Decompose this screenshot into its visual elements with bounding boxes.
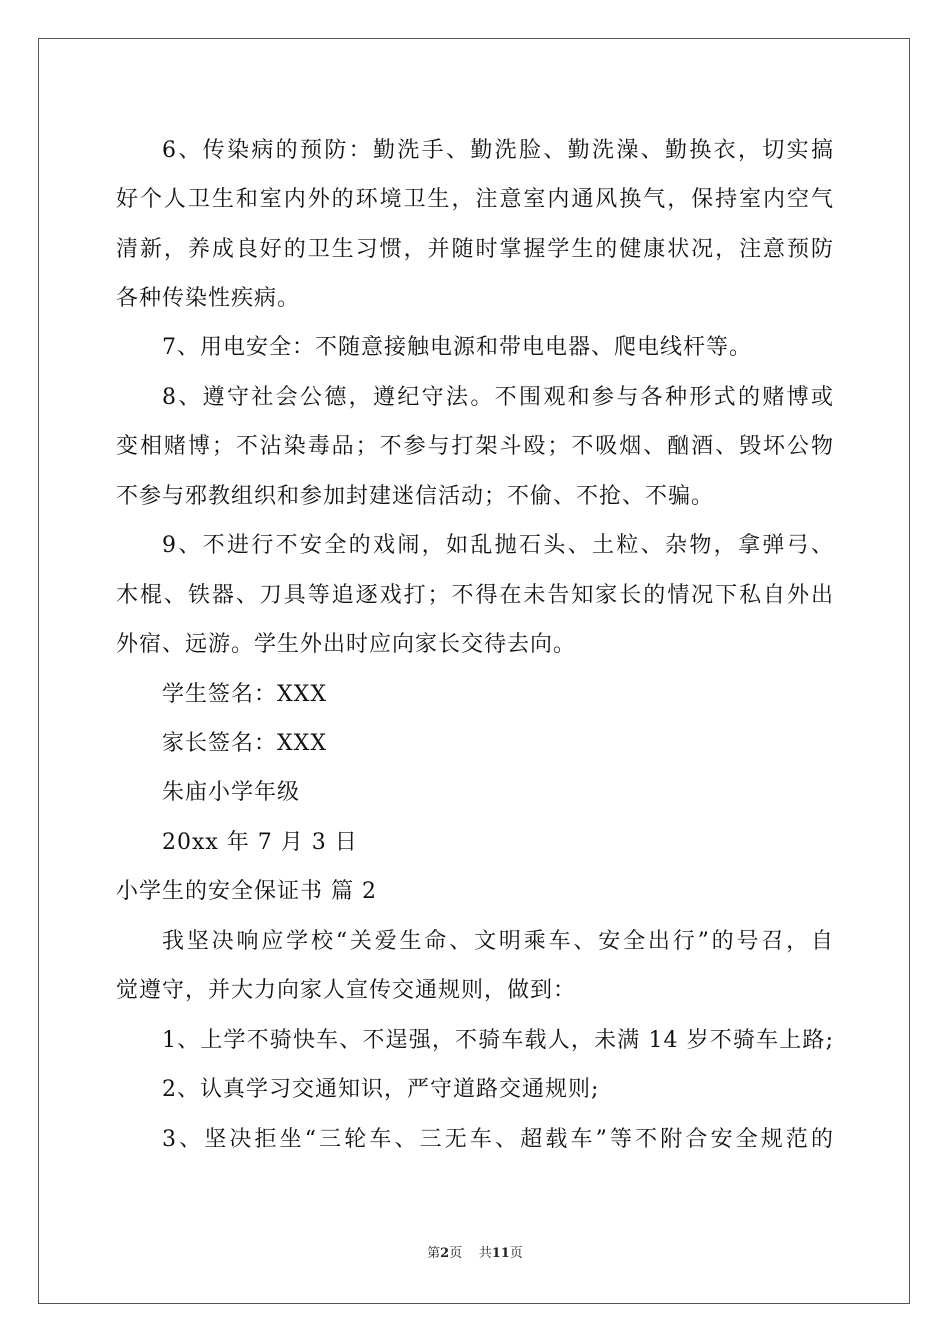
page-frame	[38, 38, 910, 1304]
paragraph-line: 外宿、远游。学生外出时应向家长交待去向。	[116, 632, 577, 657]
paragraph-line: 8、遵守社会公德，遵纪守法。不围观和参与各种形式的赌博或	[162, 385, 834, 410]
total-label-post: 页	[509, 1246, 523, 1261]
student-signature: 学生签名：XXX	[162, 682, 327, 707]
page-number: 2	[440, 1246, 450, 1261]
paragraph-line: 不参与邪教组织和参加封建迷信活动；不偷、不抢、不骗。	[116, 484, 715, 509]
paragraph-line: 各种传染性疾病。	[116, 286, 301, 311]
paragraph-line: 变相赌博；不沾染毒品；不参与打架斗殴；不吸烟、酗酒、毁坏公物	[116, 434, 834, 459]
total-label-pre: 共	[478, 1246, 492, 1261]
parent-signature: 家长签名：XXX	[162, 731, 327, 756]
paragraph-line: 我坚决响应学校“关爱生命、文明乘车、安全出行”的号召，自	[162, 929, 834, 954]
section-heading: 小学生的安全保证书 篇 2	[116, 879, 377, 904]
page-footer	[0, 1246, 950, 1262]
paragraph-line: 2、认真学习交通知识，严守道路交通规则;	[162, 1077, 600, 1102]
paragraph-line: 3、坚决拒坐“三轮车、三无车、超载车”等不附合安全规范的	[162, 1127, 834, 1152]
paragraph-line: 9、不进行不安全的戏闹，如乱抛石头、土粒、杂物，拿弹弓、	[162, 533, 834, 558]
paragraph-line: 觉遵守，并大力向家人宣传交通规则，做到：	[116, 978, 577, 1003]
school-grade: 朱庙小学年级	[162, 780, 301, 805]
paragraph-line: 好个人卫生和室内外的环境卫生，注意室内通风换气，保持室内空气	[116, 187, 834, 212]
page-label-pre: 第	[427, 1246, 441, 1261]
paragraph-line: 木棍、铁器、刀具等追逐戏打；不得在未告知家长的情况下私自外出	[116, 583, 834, 608]
paragraph-line: 7、用电安全：不随意接触电源和带电电器、爬电线杆等。	[162, 335, 752, 360]
page-label-post: 页	[449, 1246, 463, 1261]
paragraph-line: 清新，养成良好的卫生习惯，并随时掌握学生的健康状况，注意预防	[116, 237, 834, 262]
paragraph-line: 1、上学不骑快车、不逞强，不骑车载人，未满 14 岁不骑车上路;	[162, 1028, 834, 1053]
date-line: 20xx 年 7 月 3 日	[162, 830, 358, 855]
total-pages: 11	[491, 1246, 510, 1261]
paragraph-line: 6、传染病的预防：勤洗手、勤洗脸、勤洗澡、勤换衣，切实搞	[162, 138, 834, 163]
